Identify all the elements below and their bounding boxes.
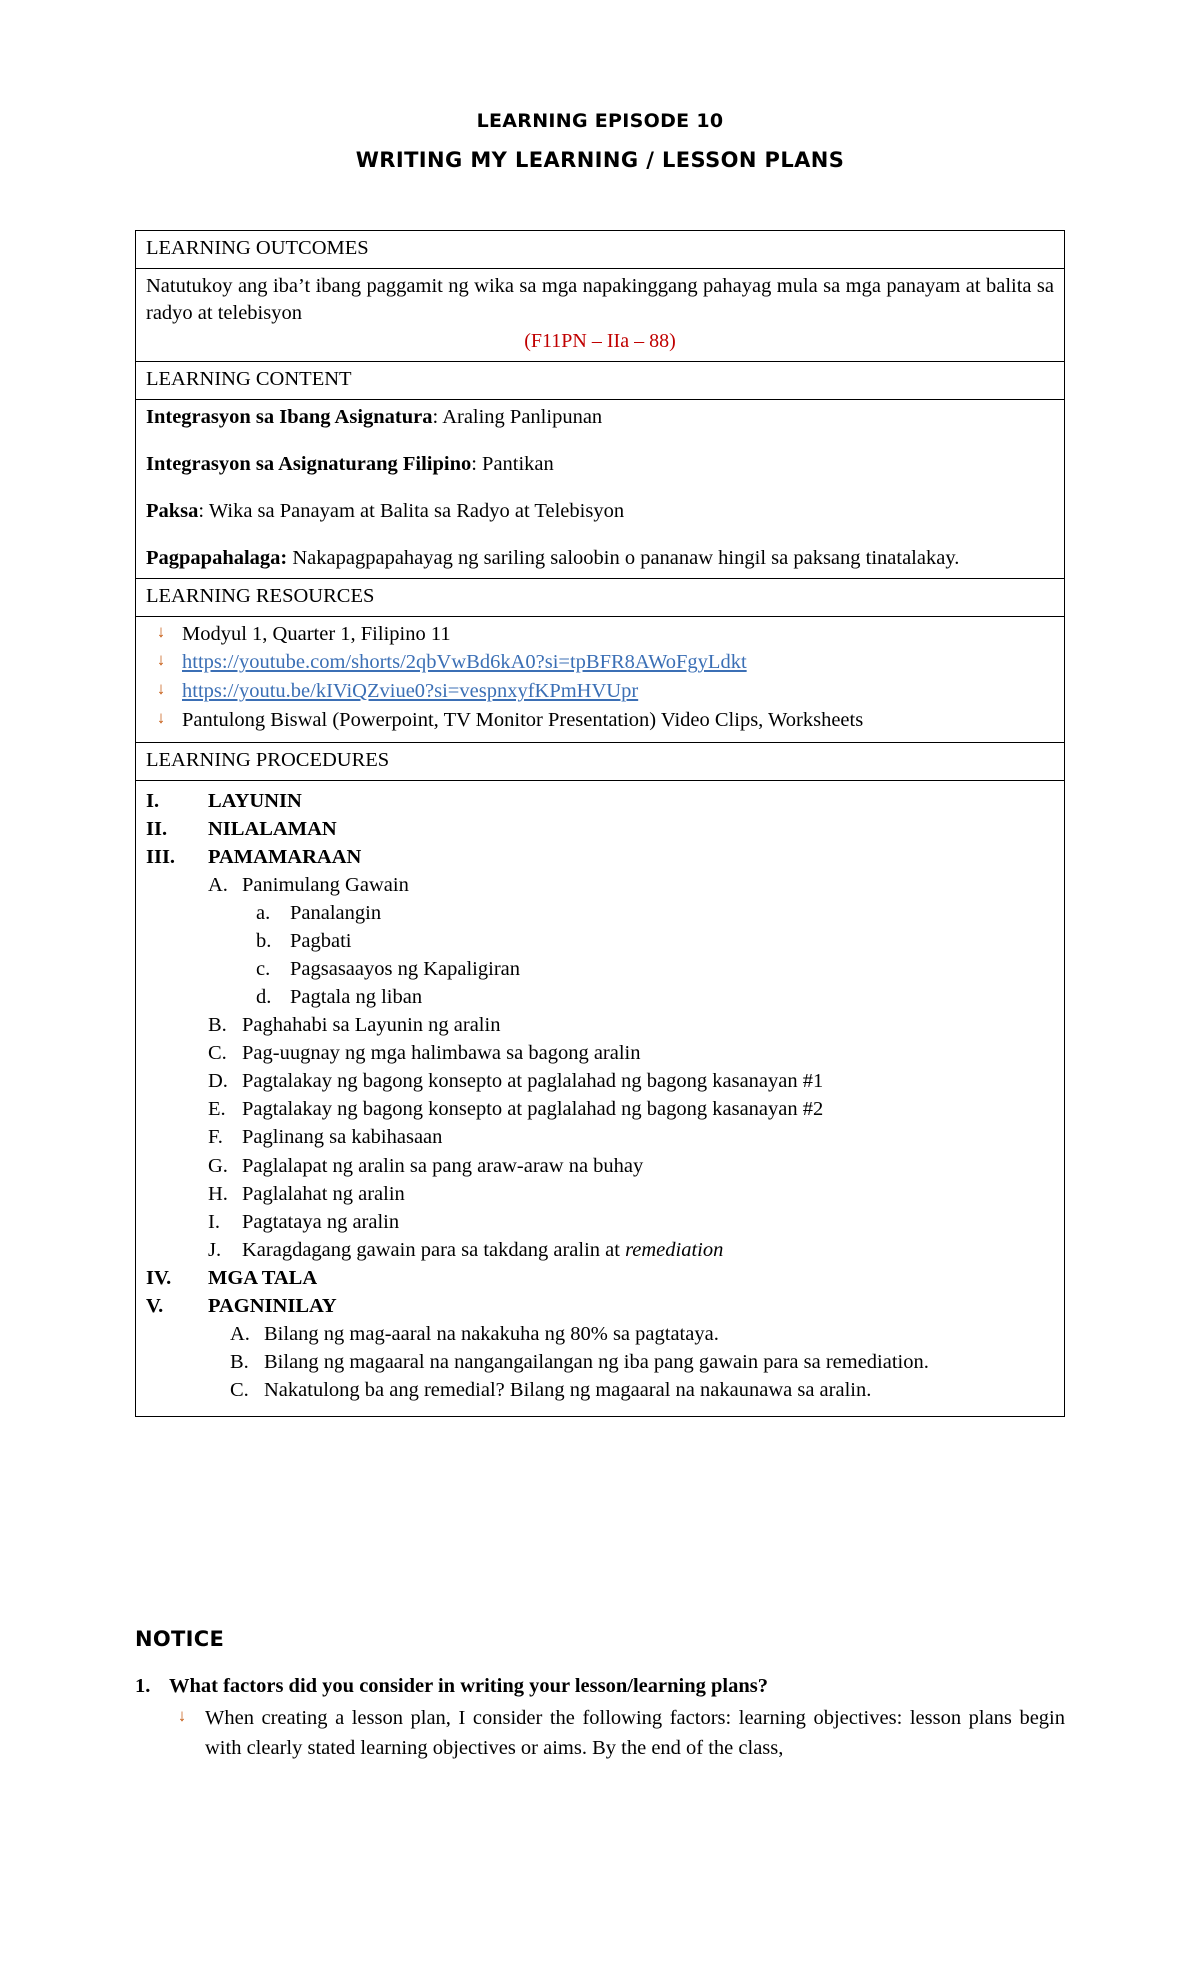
procedure-text: Pagtala ng liban bbox=[290, 986, 423, 1009]
procedure-row bbox=[146, 983, 1054, 1011]
question-number: 1. bbox=[135, 1675, 151, 1698]
procedure-row bbox=[146, 871, 1054, 899]
procedure-text: PAGNINILAY bbox=[208, 1294, 337, 1317]
table-row-outcomes-body bbox=[136, 269, 1065, 361]
procedure-text: Pagtataya ng aralin bbox=[242, 1210, 400, 1233]
procedure-text: NILALAMAN bbox=[208, 817, 337, 840]
procedure-marker: C. bbox=[208, 1042, 227, 1065]
procedure-text: Pag-uugnay ng mga halimbawa sa bagong aralin bbox=[242, 1042, 641, 1065]
procedure-text: Panalangin bbox=[290, 901, 382, 924]
procedure-text: Paglalahat ng aralin bbox=[242, 1182, 405, 1205]
procedure-marker: J. bbox=[208, 1238, 222, 1261]
procedure-marker: I. bbox=[146, 789, 160, 812]
arrow-bullet-icon: ↓ bbox=[156, 621, 166, 641]
procedure-text: Nakatulong ba ang remedial? Bilang ng magaaral na nakaunawa sa aralin. bbox=[264, 1379, 872, 1402]
procedure-marker: a. bbox=[256, 901, 271, 924]
list-item bbox=[146, 678, 1054, 706]
procedure-text: Bilang ng magaaral na nangangailangan ng iba pang gawain para sa remediation. bbox=[264, 1351, 929, 1374]
procedure-marker: B. bbox=[208, 1014, 227, 1037]
procedure-marker: G. bbox=[208, 1154, 228, 1177]
procedure-marker: b. bbox=[256, 929, 272, 952]
content-item bbox=[146, 451, 1054, 478]
procedure-text: MGA TALA bbox=[208, 1266, 318, 1289]
procedure-marker: E. bbox=[208, 1098, 226, 1121]
page-title: LEARNING EPISODE 10 bbox=[476, 110, 724, 132]
learning-competency-code: (F11PN – IIa – 88) bbox=[524, 330, 676, 353]
content-item bbox=[146, 404, 1054, 431]
procedure-text: Pagtalakay ng bagong konsepto at paglalahad ng bagong kasanayan #1 bbox=[242, 1070, 824, 1093]
resource-text: Pantulong Biswal (Powerpoint, TV Monitor Presentation) Video Clips, Worksheets bbox=[182, 708, 864, 731]
procedure-row bbox=[146, 1011, 1054, 1039]
resource-link[interactable]: https://youtube.com/shorts/2qbVwBd6kA0?si=tpBFR8AWoFgyLdkt bbox=[182, 651, 747, 674]
content-item-value: : Araling Panlipunan bbox=[432, 405, 603, 428]
resource-link[interactable]: https://youtu.be/kIViQZviue0?si=vespnxyfKPmHVUpr bbox=[182, 680, 639, 703]
procedure-text: Karagdagang gawain para sa takdang aralin at remediation bbox=[242, 1238, 724, 1261]
procedure-marker: d. bbox=[256, 986, 272, 1009]
content-item-label: Integrasyon sa Ibang Asignatura bbox=[146, 405, 433, 428]
learning-outcomes-heading: LEARNING OUTCOMES bbox=[136, 231, 1065, 269]
procedure-row bbox=[146, 1180, 1054, 1208]
procedure-row bbox=[146, 1264, 1054, 1292]
procedure-marker: I. bbox=[208, 1210, 220, 1233]
content-item-label: Integrasyon sa Asignaturang Filipino bbox=[146, 452, 472, 475]
table-row-content-head bbox=[136, 361, 1065, 399]
procedure-text: Paglinang sa kabihasaan bbox=[242, 1126, 443, 1149]
content-item-label: Pagpapahalaga: bbox=[146, 546, 288, 569]
content-item-value: : Pantikan bbox=[471, 452, 554, 475]
procedure-row bbox=[146, 1236, 1054, 1264]
procedure-text-italic: remediation bbox=[625, 1238, 724, 1261]
procedure-row bbox=[146, 1152, 1054, 1180]
procedure-text: PAMAMARAAN bbox=[208, 845, 362, 868]
arrow-bullet-icon: ↓ bbox=[177, 1706, 187, 1726]
table-row-resources-head bbox=[136, 578, 1065, 616]
table-row-outcomes-head bbox=[136, 231, 1065, 269]
arrow-bullet-icon: ↓ bbox=[156, 650, 166, 670]
learning-content-heading: LEARNING CONTENT bbox=[136, 361, 1065, 399]
procedure-text: Pagbati bbox=[290, 929, 352, 952]
procedure-row bbox=[146, 1320, 1054, 1348]
procedure-text: Paghahabi sa Layunin ng aralin bbox=[242, 1014, 501, 1037]
content-item bbox=[146, 545, 1054, 572]
content-item-label: Paksa bbox=[146, 499, 199, 522]
procedure-text: Panimulang Gawain bbox=[242, 873, 409, 896]
notice-question bbox=[135, 1675, 1065, 1698]
question-text: What factors did you consider in writing your lesson/learning plans? bbox=[169, 1675, 768, 1698]
resource-text: Modyul 1, Quarter 1, Filipino 11 bbox=[182, 622, 451, 645]
list-item bbox=[146, 621, 1054, 649]
procedure-marker: F. bbox=[208, 1126, 223, 1149]
procedure-marker: V. bbox=[146, 1294, 164, 1317]
table-row-procedures-head bbox=[136, 742, 1065, 780]
procedure-row bbox=[146, 1348, 1054, 1376]
procedure-marker: B. bbox=[230, 1351, 249, 1374]
procedure-text: Pagtalakay ng bagong konsepto at paglalahad ng bagong kasanayan #2 bbox=[242, 1098, 824, 1121]
page-subtitle: WRITING MY LEARNING / LESSON PLANS bbox=[355, 148, 845, 172]
procedure-row bbox=[146, 787, 1054, 815]
notice-heading: NOTICE bbox=[135, 1627, 225, 1652]
procedure-marker: IV. bbox=[146, 1266, 172, 1289]
procedure-marker: A. bbox=[230, 1323, 250, 1346]
procedure-row bbox=[146, 1123, 1054, 1151]
procedure-marker: D. bbox=[208, 1070, 228, 1093]
table-row-procedures-body bbox=[136, 780, 1065, 1417]
procedure-marker: c. bbox=[256, 958, 271, 981]
lesson-plan-table bbox=[135, 230, 1065, 1417]
procedure-text: Bilang ng mag-aaral na nakakuha ng 80% sa pagtataya. bbox=[264, 1323, 719, 1346]
arrow-bullet-icon: ↓ bbox=[156, 707, 166, 727]
table-row-content-body bbox=[136, 399, 1065, 578]
procedure-row bbox=[146, 1039, 1054, 1067]
procedure-marker: H. bbox=[208, 1182, 228, 1205]
procedure-row bbox=[146, 843, 1054, 871]
table-row-resources-body bbox=[136, 616, 1065, 742]
notice-answer bbox=[135, 1704, 1065, 1763]
procedures-outline bbox=[146, 785, 1054, 1411]
list-item bbox=[146, 707, 1054, 735]
procedure-row bbox=[146, 1292, 1054, 1320]
learning-resources-heading: LEARNING RESOURCES bbox=[136, 578, 1065, 616]
content-item-value: Nakapagpapahayag ng sariling saloobin o pananaw hingil sa paksang tinatalakay. bbox=[287, 546, 960, 569]
resources-list bbox=[146, 621, 1054, 735]
list-item bbox=[146, 649, 1054, 677]
procedure-row bbox=[146, 1095, 1054, 1123]
notice-section bbox=[135, 1627, 1065, 1763]
procedure-marker: II. bbox=[146, 817, 168, 840]
procedure-marker: C. bbox=[230, 1379, 249, 1402]
answer-text: When creating a lesson plan, I consider the following factors: learning objectives: lesson plans begin with clearly stated learning objectives or aims. By the end of the class, bbox=[205, 1707, 1065, 1759]
procedure-row bbox=[146, 955, 1054, 983]
learning-outcomes-text: Natutukoy ang iba’t ibang paggamit ng wika sa mga napakinggang pahayag mula sa mga panayam at balita sa radyo at telebisyon bbox=[146, 275, 1054, 325]
procedure-row bbox=[146, 1067, 1054, 1095]
content-item-value: : Wika sa Panayam at Balita sa Radyo at Telebisyon bbox=[198, 499, 625, 522]
procedure-text: Pagsasaayos ng Kapaligiran bbox=[290, 958, 520, 981]
procedure-text: LAYUNIN bbox=[208, 789, 302, 812]
procedure-marker: III. bbox=[146, 845, 176, 868]
learning-procedures-heading: LEARNING PROCEDURES bbox=[136, 742, 1065, 780]
procedure-row bbox=[146, 927, 1054, 955]
procedure-text: Paglalapat ng aralin sa pang araw-araw na buhay bbox=[242, 1154, 644, 1177]
procedure-row bbox=[146, 1208, 1054, 1236]
procedure-row bbox=[146, 815, 1054, 843]
procedure-row bbox=[146, 899, 1054, 927]
procedure-row bbox=[146, 1376, 1054, 1404]
content-item bbox=[146, 498, 1054, 525]
procedure-marker: A. bbox=[208, 873, 228, 896]
arrow-bullet-icon: ↓ bbox=[156, 679, 166, 699]
